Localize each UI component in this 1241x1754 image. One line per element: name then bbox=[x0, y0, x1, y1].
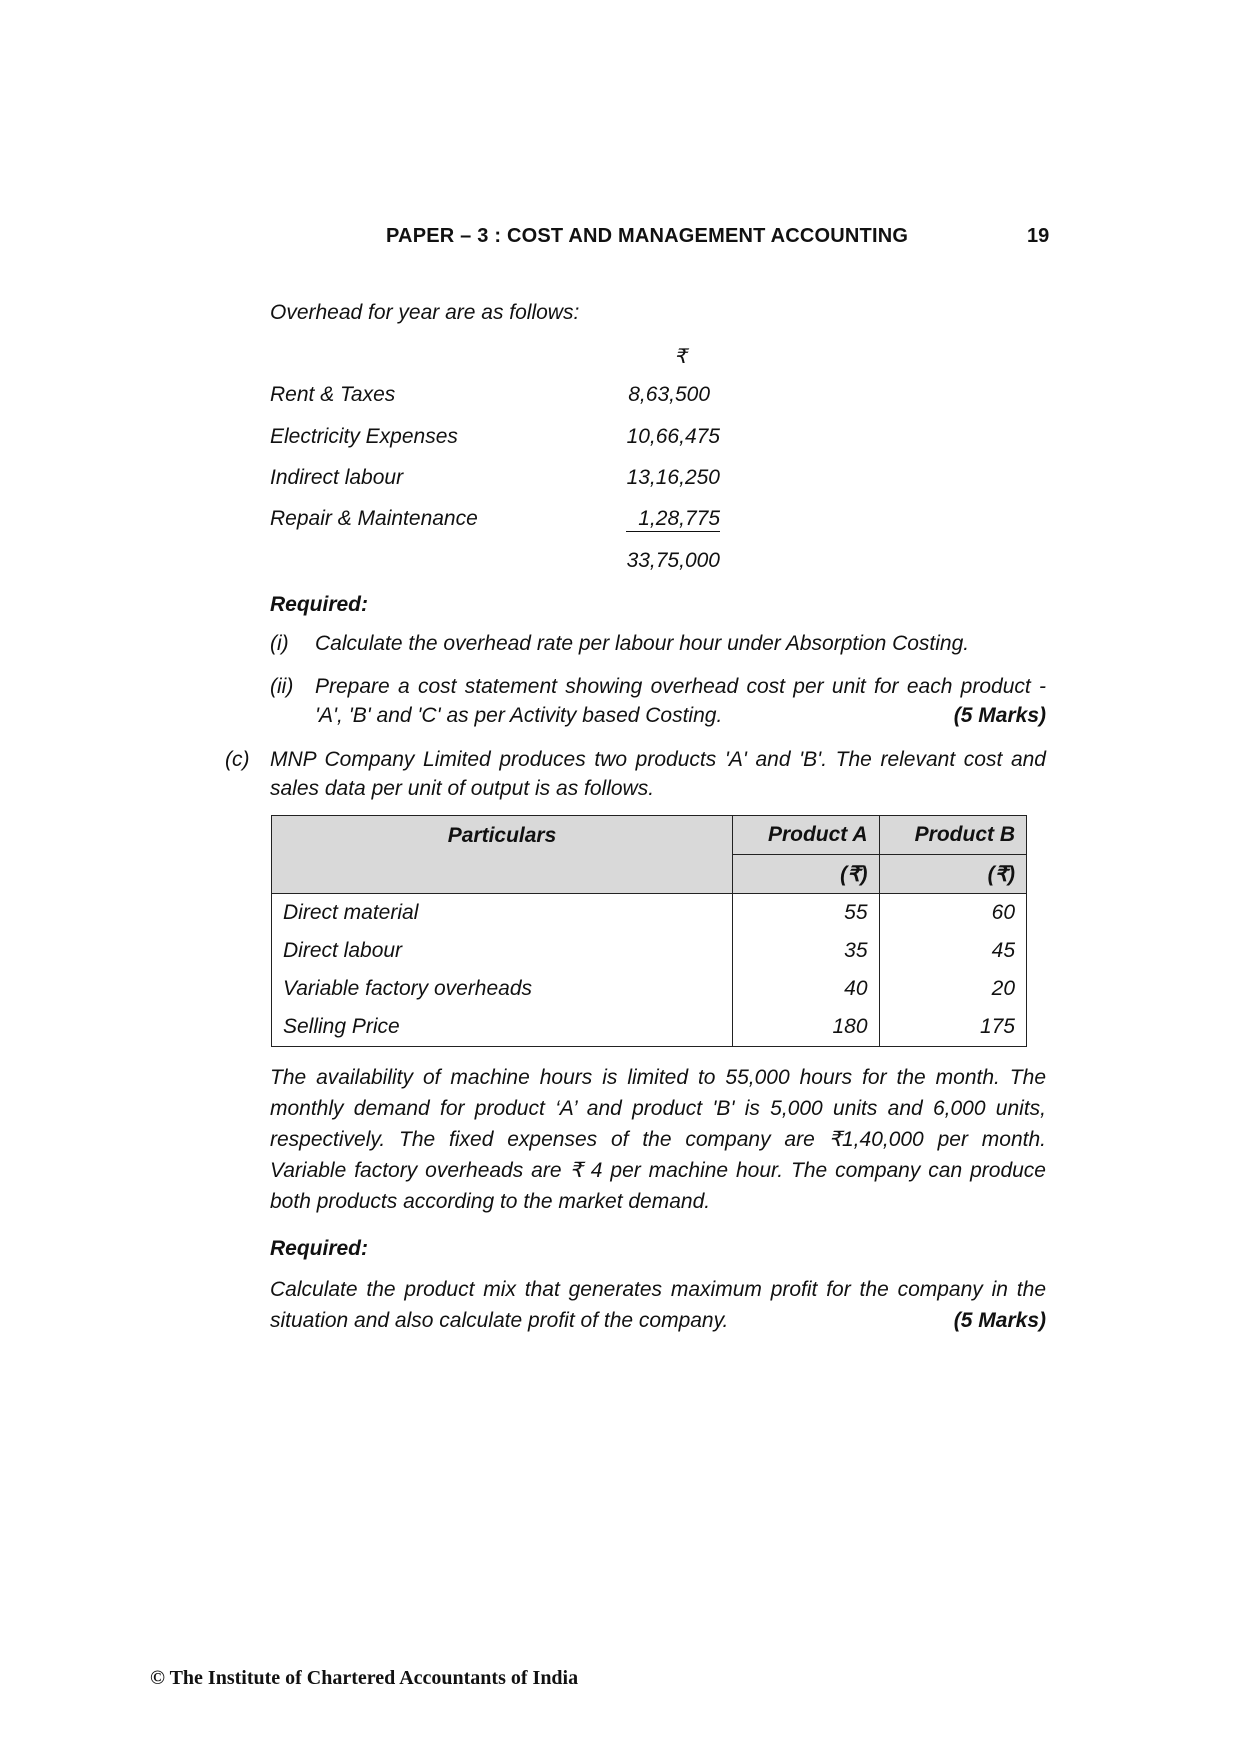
unit-header: (₹) bbox=[879, 855, 1026, 894]
column-header: Particulars bbox=[272, 816, 733, 894]
required-item-text: Calculate the overhead rate per labour hour under Absorption Costing. bbox=[315, 632, 970, 655]
column-header: Product A bbox=[733, 816, 880, 855]
table-row bbox=[272, 1008, 1027, 1047]
overhead-intro: Overhead for year are as follows: bbox=[270, 301, 580, 324]
part-c-intro: MNP Company Limited produces two products 'A' and 'B'. The relevant cost and sales data per unit of output is as follows. bbox=[270, 748, 1046, 800]
cell-product-a: 35 bbox=[733, 932, 880, 970]
part-number: (c) bbox=[225, 748, 250, 771]
row-label: Direct labour bbox=[272, 932, 733, 970]
part-c-paragraph: The availability of machine hours is limited to 55,000 hours for the month. The monthly demand for product ‘A’ and product 'B' is 5,000 units and 6,000 units, respectively. The fixed expenses of the company are ₹1,40,000 per month. Variable factory overheads are ₹ 4 per machine hour. The company can produce both products according to the market demand. bbox=[270, 1066, 1046, 1213]
required-heading: Required: bbox=[270, 1237, 369, 1260]
table-row bbox=[272, 894, 1027, 933]
overhead-label: Indirect labour bbox=[270, 466, 404, 489]
overhead-row bbox=[270, 383, 720, 411]
cost-table bbox=[271, 815, 1027, 1047]
overhead-total: 33,75,000 bbox=[626, 549, 720, 572]
overhead-value: 8,63,500 bbox=[628, 383, 710, 406]
required-c bbox=[270, 1274, 1046, 1336]
cell-product-b: 175 bbox=[879, 1008, 1026, 1047]
cell-product-b: 45 bbox=[879, 932, 1026, 970]
cell-product-a: 180 bbox=[733, 1008, 880, 1047]
overhead-total-row bbox=[270, 549, 720, 577]
overhead-value: 13,16,250 bbox=[626, 466, 720, 489]
marks: (5 Marks) bbox=[953, 1309, 1046, 1332]
required-item bbox=[315, 672, 1046, 730]
required-c-text: Calculate the product mix that generates maximum profit for the company in the situation and also calculate profit of the company. bbox=[270, 1278, 1046, 1332]
column-header: Product B bbox=[879, 816, 1026, 855]
overhead-value: 1,28,775 bbox=[626, 507, 720, 532]
page-number: 19 bbox=[1027, 225, 1050, 247]
overhead-row bbox=[270, 507, 720, 535]
required-item-text: Prepare a cost statement showing overhead cost per unit for each product - 'A', 'B' and 'C' as per Activity based Costing. bbox=[315, 675, 1046, 727]
item-number: (ii) bbox=[270, 675, 294, 698]
page-header-title: PAPER – 3 : COST AND MANAGEMENT ACCOUNTING bbox=[386, 225, 909, 247]
row-label: Direct material bbox=[272, 894, 733, 933]
row-label: Selling Price bbox=[272, 1008, 733, 1047]
row-label: Variable factory overheads bbox=[272, 970, 733, 1008]
item-number: (i) bbox=[270, 632, 289, 655]
overhead-label: Rent & Taxes bbox=[270, 383, 396, 406]
overhead-label: Electricity Expenses bbox=[270, 425, 458, 448]
table-row bbox=[272, 932, 1027, 970]
table-row bbox=[272, 970, 1027, 1008]
cell-product-b: 60 bbox=[879, 894, 1026, 933]
overhead-label: Repair & Maintenance bbox=[270, 507, 478, 530]
currency-symbol: ₹ bbox=[674, 346, 687, 368]
unit-header: (₹) bbox=[733, 855, 880, 894]
cell-product-b: 20 bbox=[879, 970, 1026, 1008]
required-heading: Required: bbox=[270, 593, 369, 616]
overhead-row bbox=[270, 466, 720, 494]
cell-product-a: 40 bbox=[733, 970, 880, 1008]
marks: (5 Marks) bbox=[953, 704, 1046, 727]
overhead-row bbox=[270, 425, 720, 453]
footer-copyright: © The Institute of Chartered Accountants of India bbox=[150, 1667, 579, 1689]
overhead-value: 10,66,475 bbox=[626, 425, 720, 448]
cell-product-a: 55 bbox=[733, 894, 880, 933]
